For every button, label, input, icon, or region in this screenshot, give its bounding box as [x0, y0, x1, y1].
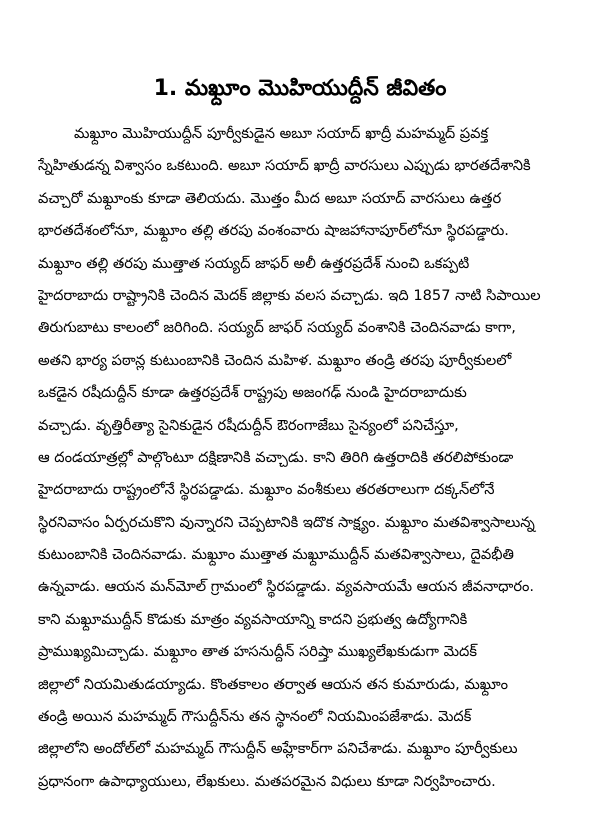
paragraph-line: జిల్లాలోని అందోల్‌లో మహమ్మద్ గౌసుద్దీన్ అహ్లేకార్‌గా పనిచేశాడు. మఖ్దూం పూర్వీకులు: [38, 740, 518, 758]
paragraph-line: ఉన్నవాడు. ఆయన మన్‌మోల్ గ్రామంలో స్థిరపడ్డాడు. వ్యవసాయమే ఆయన జీవనాధారం.: [38, 578, 535, 596]
body-text: [38, 118, 596, 798]
paragraph-line: మఖ్దూం తల్లి తరపు ముత్తాత సయ్యద్ జాఫర్ అలీ ఉత్తరప్రదేశ్ నుంచి ఒకప్పటి: [38, 254, 470, 272]
chapter-title: 1. మఖ్దూం మొహియుద్దీన్ జీవితం: [153, 76, 447, 101]
paragraph-line: కుటుంబానికి చెందినవాడు. మఖ్దూం ముత్తాత మఖ్దూముద్దీన్ మతవిశ్వాసాలు, దైవభీతి: [38, 546, 514, 564]
paragraph-line: హైదరాబాదు రాష్ట్రానికి చెందిన మెదక్ జిల్లాకు వలస వచ్చాడు. ఇది 1857 నాటి సిపాయిల: [38, 286, 541, 304]
paragraph-line: ప్రధానంగా ఉపాధ్యాయులు, లేఖకులు. మతపరమైన విధులు కూడా నిర్వహించారు.: [38, 772, 496, 790]
paragraph-line: వచ్చారో మఖ్దూంకు కూడా తెలియదు. మొత్తం మీద అబూ సయాద్ వారసులు ఉత్తర: [38, 189, 502, 207]
paragraph-line: భారతదేశంలోనూ, మఖ్దూం తల్లి తరపు వంశంవారు షాజహానాపూర్‌లోనూ స్థిరపడ్డారు.: [38, 222, 509, 240]
paragraph-line: అతని భార్య పఠాన్ల కుటుంబానికి చెందిన మహిళ. మఖ్దూం తండ్రి తరపు పూర్వీకులలో: [38, 351, 512, 369]
paragraph-line: హైదరాబాదు రాష్ట్రంలోనే స్థిరపడ్డాడు. మఖ్దూం వంశీకులు తరతరాలుగా దక్కన్‌లోనే: [38, 481, 495, 499]
paragraph-line: ప్రాముఖ్యమిచ్చాడు. మఖ్దూం తాత హసనుద్దీన్ సరిష్తా ముఖ్యలేఖకుడుగా మెదక్: [38, 643, 477, 661]
paragraph-line: తిరుగుబాటు కాలంలో జరిగింది. సయ్యద్ జాఫర్ సయ్యద్ వంశానికి చెందినవాడు కాగా,: [38, 319, 516, 337]
paragraph-line: వచ్చాడు. వృత్తిరీత్యా సైనికుడైన రషీదుద్దీన్ ఔరంగాజేబు సైన్యంలో పనిచేస్తూ,: [38, 416, 459, 434]
paragraph-line: మఖ్దూం మొహియుద్దీన్ పూర్వీకుడైన అబూ సయాద్ ఖాద్రీ మహమ్మద్ ప్రవక్త: [74, 125, 489, 142]
paragraph-line: తండ్రి అయిన మహమ్మద్ గౌసుద్దీన్‌ను తన స్థానంలో నియమింపజేశాడు. మెదక్: [38, 708, 472, 726]
paragraph-line: ఆ దండయాత్రల్లో పాల్గొంటూ దక్షిణానికి వచ్చాడు. కాని తిరిగి ఉత్తరాదికి తరలిపోకుండా: [38, 448, 514, 466]
paragraph-line: కాని మఖ్దూముద్దీన్ కొడుకు మాత్రం వ్యవసాయాన్ని కాదని ప్రభుత్వ ఉద్యోగానికి: [38, 610, 468, 628]
paragraph-line: స్థిరనివాసం ఏర్పరచుకొని వున్నారని చెప్పటానికి ఇదొక సాక్ష్యం. మఖ్దూం మతవిశ్వాసాలున్న: [38, 513, 535, 531]
paragraph-line: జిల్లాలో నియమితుడయ్యాడు. కొంతకాలం తర్వాత ఆయన తన కుమారుడు, మఖ్దూం: [38, 675, 508, 693]
paragraph-line: స్నేహితుడన్న విశ్వాసం ఒకటుంది. అబూ సయాద్ ఖాద్రీ వారసులు ఎప్పుడు భారతదేశానికి: [38, 157, 531, 175]
paragraph-line: ఒకడైన రషీదుద్దీన్ కూడా ఉత్తరప్రదేశ్ రాష్ట్రపు అజంగఢ్ నుండి హైదరాబాదుకు: [38, 384, 467, 402]
